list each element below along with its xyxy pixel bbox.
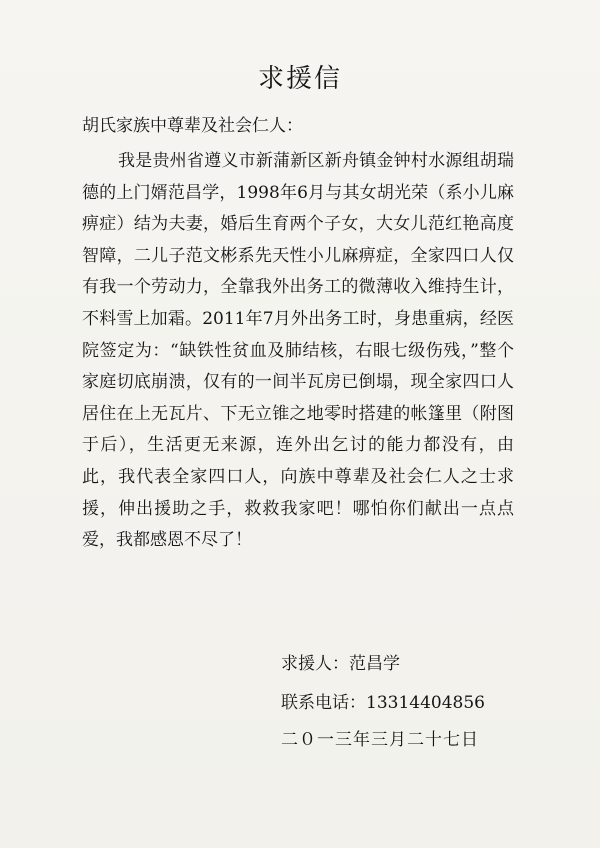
- letter-body: 我是贵州省遵义市新蒲新区新舟镇金钟村水源组胡瑞德的上门婿范昌学，1998年6月与其女胡光荣（系小儿麻痹症）结为夫妻，婚后生育两个子女，大女儿范红艳高度智障，二儿子范文彬系先天性小儿麻痹症，全家四口人仅有我一个劳动力，全靠我外出务工的微薄收入维持生计，不料雪上加霜。2011年7月外出务工时，身患重病，经医院签定为：“缺铁性贫血及肺结核，右眼七级伤残，”整个家庭切底崩溃，仅有的一间半瓦房已倒塌，现全家四口人居住在上无瓦片、下无立锥之地零时搭建的帐篷里（附图于后），生活更无来源，连外出乞讨的能力都没有，由此，我代表全家四口人，向族中尊辈及社会仁人之士求援，伸出援助之手，救救我家吧！哪怕你们献出一点点爱，我都感恩不尽了！: [82, 151, 514, 551]
- signature-date: 二０一三年三月二十七日: [281, 730, 479, 750]
- signature-phone: 联系电话：13314404856: [281, 693, 485, 713]
- letter-title: 求援信: [257, 64, 342, 94]
- letter-salutation: 胡氏家族中尊辈及社会仁人：: [82, 116, 303, 136]
- signature-name: 求援人：范昌学: [281, 654, 400, 674]
